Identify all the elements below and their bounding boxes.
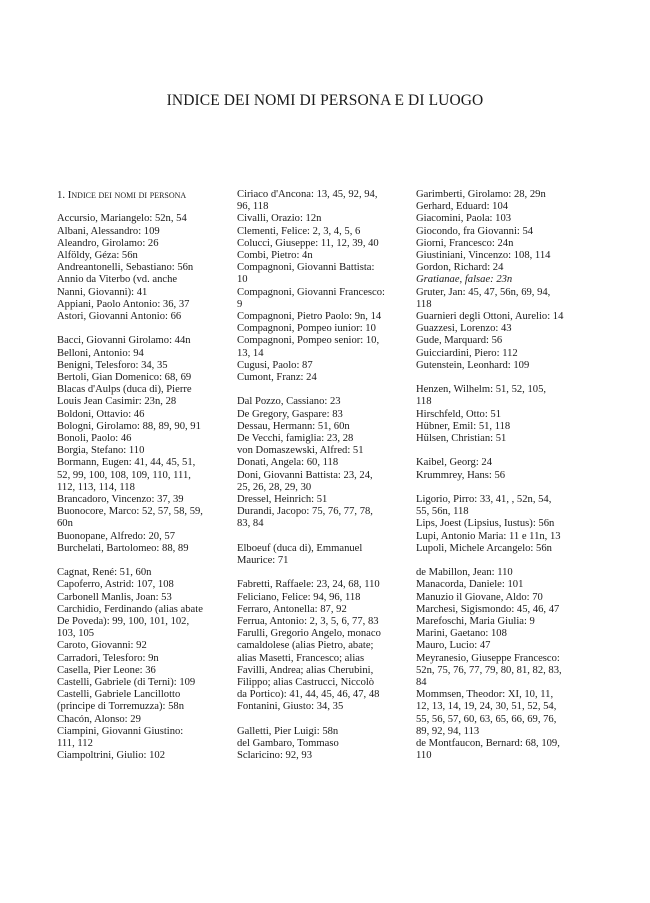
index-entry: 89, 92, 94, 113: [416, 725, 480, 737]
index-entry: Compagnoni, Giovanni Francesco:: [237, 286, 385, 298]
entry-gap: [416, 482, 596, 494]
index-entry: Bonoli, Paolo: 46: [57, 433, 132, 445]
index-entry: Carbonell Manlis, Joan: 53: [57, 591, 172, 603]
index-entry: 52, 99, 100, 108, 109, 110, 111,: [57, 469, 191, 481]
index-entry: De Gregory, Gaspare: 83: [237, 408, 343, 420]
index-entry: Alföldy, Géza: 56n: [57, 250, 138, 261]
index-entry: Galletti, Pier Luigi: 58n: [237, 725, 339, 737]
index-entry: Dal Pozzo, Cassiano: 23: [237, 396, 341, 408]
index-column-2-entries: [237, 189, 409, 762]
index-entry: Guicciardini, Piero: 112: [416, 347, 518, 359]
index-entry: Krummrey, Hans: 56: [416, 469, 506, 481]
index-entry: Cumont, Franz: 24: [237, 372, 317, 384]
index-entry: 25, 26, 28, 29, 30: [237, 481, 312, 493]
index-entry: 55, 56, 57, 60, 63, 65, 66, 69, 76,: [416, 713, 557, 725]
index-entry: Benigni, Telesforo: 34, 35: [57, 359, 168, 371]
entry-gap: [57, 555, 229, 567]
section-heading: [57, 189, 229, 201]
index-entry: Fabretti, Raffaele: 23, 24, 68, 110: [237, 579, 380, 591]
index-entry: Caroto, Giovanni: 92: [57, 640, 147, 652]
index-entry: Guazzesi, Lorenzo: 43: [416, 323, 512, 335]
index-entry: Astori, Giovanni Antonio: 66: [57, 311, 182, 323]
index-entry: Belloni, Antonio: 94: [57, 347, 144, 359]
index-entry: Chacón, Alonso: 29: [57, 713, 141, 725]
index-entry: Hübner, Emil: 51, 118: [416, 420, 511, 432]
index-entry: Annio da Viterbo (vd. anche: [57, 274, 178, 286]
index-entry: Doni, Giovanni Battista: 23, 24,: [237, 469, 373, 481]
index-entry: Ferraro, Antonella: 87, 92: [237, 603, 347, 615]
index-entry: Accursio, Mariangelo: 52n, 54: [57, 213, 187, 225]
index-entry: Compagnoni, Pompeo iunior: 10: [237, 323, 376, 335]
index-entry: Civalli, Orazio: 12n: [237, 213, 322, 225]
index-entry: 12, 13, 14, 19, 24, 30, 51, 52, 54,: [416, 701, 557, 713]
index-entry: Ferrua, Antonio: 2, 3, 5, 6, 77, 83: [237, 616, 379, 628]
index-entry: Cagnat, René: 51, 60n: [57, 567, 152, 579]
index-entry: Blacas d'Aulps (duca di), Pierre: [57, 384, 192, 396]
index-entry: Filippo; alias Castrucci, Niccolò: [237, 677, 375, 689]
entry-gap: [416, 372, 596, 384]
index-entry: Sclaricino: 92, 93: [237, 750, 313, 762]
index-entry: 111, 112: [57, 738, 93, 750]
index-entry: Andreantonelli, Sebastiano: 56n: [57, 262, 194, 274]
entry-gap: [237, 531, 409, 543]
index-entry: Gratianae, falsae: 23n: [416, 274, 513, 286]
index-entry: Compagnoni, Pietro Paolo: 9n, 14: [237, 311, 382, 323]
index-entry: de Montfaucon, Bernard: 68, 109,: [416, 738, 560, 750]
section-heading-text: 1. Indice dei nomi di persona: [57, 189, 187, 201]
index-entry: von Domaszewski, Alfred: 51: [237, 445, 364, 457]
index-entry: Carradori, Telesforo: 9n: [57, 652, 159, 664]
index-entry: Combi, Pietro: 4n: [237, 250, 313, 262]
index-entry: Fontanini, Giusto: 34, 35: [237, 701, 344, 713]
index-entry: Bacci, Giovanni Girolamo: 44n: [57, 335, 191, 347]
index-entry: Giocondo, fra Giovanni: 54: [416, 225, 534, 237]
index-entry: Gude, Marquard: 56: [416, 335, 503, 347]
index-entry: Elboeuf (duca di), Emmanuel: [237, 542, 363, 554]
index-entry: Meyranesio, Giuseppe Francesco:: [416, 652, 560, 664]
index-entry: Carchidio, Ferdinando (alias abate: [57, 603, 203, 615]
index-entry: Guarnieri degli Ottoni, Aurelio: 14: [416, 311, 564, 323]
index-entry: Buonopane, Alfredo: 20, 57: [57, 530, 175, 542]
index-entry: Ciriaco d'Ancona: 13, 45, 92, 94,: [237, 189, 378, 200]
index-entry: Hülsen, Christian: 51: [416, 433, 507, 445]
index-entry: Casella, Pier Leone: 36: [57, 664, 156, 676]
index-entry: Giustiniani, Vincenzo: 108, 114: [416, 250, 551, 262]
index-column-1-entries: [57, 213, 229, 762]
index-entry: Bormann, Eugen: 41, 44, 45, 51,: [57, 457, 196, 469]
index-column-3: [416, 189, 596, 762]
index-entry: Ligorio, Pirro: 33, 41, , 52n, 54,: [416, 494, 552, 506]
index-entry: del Gambaro, Tommaso: [237, 738, 339, 750]
index-entry: Aleandro, Girolamo: 26: [57, 237, 159, 249]
index-column-1: [57, 189, 229, 763]
index-entry: Hirschfeld, Otto: 51: [416, 408, 502, 420]
index-entry: Favilli, Andrea; alias Cherubini,: [237, 664, 374, 676]
index-entry: 55, 56n, 118: [416, 506, 469, 518]
index-entry: Brancadoro, Vincenzo: 37, 39: [57, 494, 184, 506]
index-entry: 118: [416, 396, 432, 408]
index-entry: Gordon, Richard: 24: [416, 262, 504, 274]
index-entry: Castelli, Gabriele Lancillotto: [57, 689, 181, 701]
index-entry: Ciampoltrini, Giulio: 102: [57, 750, 165, 762]
index-entry: Garimberti, Girolamo: 28, 29n: [416, 189, 546, 200]
index-column-3-entries: [416, 189, 596, 762]
index-entry: Clementi, Felice: 2, 3, 4, 5, 6: [237, 225, 361, 237]
index-entry: Feliciano, Felice: 94, 96, 118: [237, 591, 361, 603]
index-entry: Louis Jean Casimir: 23n, 28: [57, 396, 177, 408]
index-entry: Marefoschi, Maria Giulia: 9: [416, 616, 535, 628]
index-entry: 52n, 75, 76, 77, 79, 80, 81, 82, 83,: [416, 664, 562, 676]
index-entry: Henzen, Wilhelm: 51, 52, 105,: [416, 384, 547, 396]
entry-gap: [237, 714, 409, 726]
index-entry: 60n: [57, 518, 73, 530]
entry-gap: [416, 555, 596, 567]
index-entry: 83, 84: [237, 518, 264, 530]
index-entry: Lips, Joest (Lipsius, Iustus): 56n: [416, 518, 555, 530]
index-entry: Lupoli, Michele Arcangelo: 56n: [416, 542, 552, 554]
index-entry: 84: [416, 677, 427, 689]
index-entry: Mommsen, Theodor: XI, 10, 11,: [416, 689, 554, 701]
index-entry: Albani, Alessandro: 109: [57, 225, 160, 237]
entry-gap: [57, 323, 229, 335]
index-entry: Manuzio il Giovane, Aldo: 70: [416, 591, 543, 603]
index-entry: Appiani, Paolo Antonio: 36, 37: [57, 298, 190, 310]
index-entry: Kaibel, Georg: 24: [416, 457, 493, 469]
index-entry: de Mabillon, Jean: 110: [416, 567, 513, 579]
entry-gap: [237, 384, 409, 396]
index-entry: Giacomini, Paola: 103: [416, 213, 512, 225]
index-entry: Compagnoni, Pompeo senior: 10,: [237, 335, 380, 347]
index-entry: camaldolese (alias Pietro, abate;: [237, 640, 374, 652]
index-entry: Gruter, Jan: 45, 47, 56n, 69, 94,: [416, 286, 551, 298]
index-entry: Marini, Gaetano: 108: [416, 628, 507, 640]
index-entry: De Vecchi, famiglia: 23, 28: [237, 433, 354, 445]
index-entry: (principe di Torremuzza): 58n: [57, 701, 185, 713]
index-entry: Marchesi, Sigismondo: 45, 46, 47: [416, 603, 560, 615]
index-entry: Colucci, Giuseppe: 11, 12, 39, 40: [237, 237, 379, 249]
index-entry: Borgia, Stefano: 110: [57, 445, 145, 457]
index-entry: Cugusi, Paolo: 87: [237, 359, 313, 371]
index-entry: Giorni, Francesco: 24n: [416, 237, 514, 249]
index-entry: 96, 118: [237, 201, 269, 213]
index-entry: De Poveda): 99, 100, 101, 102,: [57, 616, 190, 628]
index-entry: alias Masetti, Francesco; alias: [237, 652, 365, 664]
index-entry: Dressel, Heinrich: 51: [237, 494, 328, 506]
index-entry: Farulli, Gregorio Angelo, monaco: [237, 628, 381, 640]
index-entry: Buonocore, Marco: 52, 57, 58, 59,: [57, 506, 203, 518]
index-entry: 110: [416, 750, 432, 762]
entry-gap: [416, 445, 596, 457]
index-entry: Donati, Angela: 60, 118: [237, 457, 339, 469]
index-entry: 9: [237, 298, 243, 310]
index-entry: Lupi, Antonio Maria: 11 e 11n, 13: [416, 530, 561, 542]
index-entry: 103, 105: [57, 628, 95, 640]
index-entry: Mauro, Lucio: 47: [416, 640, 491, 652]
index-column-2: [237, 189, 409, 762]
entry-gap: [237, 567, 409, 579]
index-entry: Compagnoni, Giovanni Battista:: [237, 262, 375, 274]
index-entry: Burchelati, Bartolomeo: 88, 89: [57, 542, 189, 554]
index-entry: Castelli, Gabriele (di Terni): 109: [57, 677, 196, 689]
index-entry: Gutenstein, Leonhard: 109: [416, 359, 530, 371]
index-entry: Bertoli, Gian Domenico: 68, 69: [57, 372, 192, 384]
index-entry: Durandi, Jacopo: 75, 76, 77, 78,: [237, 506, 373, 518]
index-entry: Nanni, Giovanni): 41: [57, 286, 148, 298]
index-entry: Bologni, Girolamo: 88, 89, 90, 91: [57, 420, 201, 432]
index-entry: Ciampini, Giovanni Giustino:: [57, 725, 184, 737]
index-entry: Manacorda, Daniele: 101: [416, 579, 524, 591]
index-entry: 13, 14: [237, 347, 264, 359]
index-entry: da Portico): 41, 44, 45, 46, 47, 48: [237, 689, 380, 701]
index-entry: 118: [416, 298, 432, 310]
index-entry: Capoferro, Astrid: 107, 108: [57, 579, 174, 591]
index-entry: 10: [237, 274, 248, 286]
page-title: INDICE DEI NOMI DI PERSONA E DI LUOGO: [166, 92, 484, 109]
index-entry: Maurice: 71: [237, 555, 289, 567]
index-entry: Dessau, Hermann: 51, 60n: [237, 420, 350, 432]
index-entry: Gerhard, Eduard: 104: [416, 201, 509, 213]
index-entry: 112, 113, 114, 118: [57, 481, 135, 493]
index-entry: Boldoni, Ottavio: 46: [57, 408, 145, 420]
